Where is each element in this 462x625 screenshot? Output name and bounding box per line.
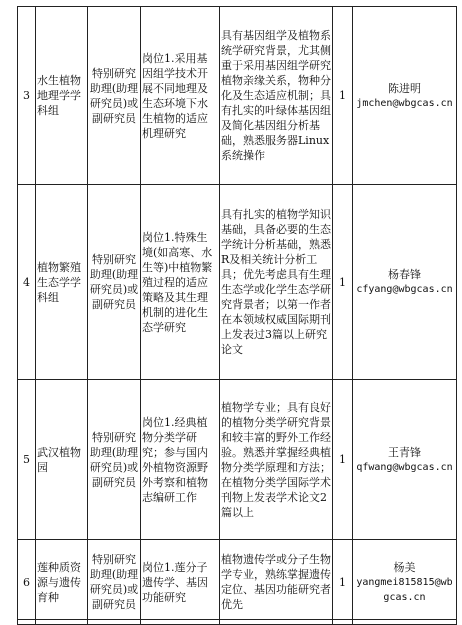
post-description: 岗位1.莲分子遗传学、基因功能研究 [141,540,220,625]
position-title: 特别研究助理(助理研究员)或副研究员 [88,7,141,185]
row-number: 3 [18,7,36,185]
contact [353,7,457,185]
table-row [18,540,457,625]
row-number: 6 [18,540,36,625]
contact-name: 杨春锋 [388,268,421,281]
headcount: 1 [333,540,353,625]
post-description: 岗位1.特殊生境(如高寒、水生等)中植物繁殖过程的适应策略及其生理机制的进化生态学研究 [141,185,220,380]
position-title: 特别研究助理(助理研究员)或副研究员 [88,185,141,380]
position-title: 特别研究助理(助理研究员)或副研究员 [88,540,141,625]
post-description: 岗位1.采用基因组学技术开展不同地理及生态环境下水生植物的适应机理研究 [141,7,220,185]
table-row [18,380,457,540]
requirements: 植物遗传学或分子生物学专业，熟练掌握遗传定位、基因功能研究者优先 [220,540,333,625]
table-row [18,7,457,185]
contact-email[interactable]: qfwang@wbgcas.cn [356,461,453,473]
row-number: 5 [18,380,36,540]
post-description: 岗位1.经典植物分类学研究；参与国内外植物资源野外考察和植物志编研工作 [141,380,220,540]
table-bottom-border [17,619,456,620]
requirements: 植物学专业；具有良好的植物分类学研究背景和较丰富的野外工作经验。熟悉并掌握经典植物分类学原理和方法；在植物分类学国际学术刊物上发表学术论文2篇以上 [220,380,333,540]
contact-email[interactable]: jmchen@wbgcas.cn [356,97,453,109]
unit-name: 水生植物地理学学科组 [36,7,88,185]
requirements: 具有基因组学及植物系统学研究背景，尤其侧重于采用基因组学研究植物亲缘关系，物种分化及生态适应机制；具有扎实的叶绿体基因组及简化基因组分析基础，熟悉服务器Linux系统操作 [220,7,333,185]
unit-name: 莲种质资源与遗传育种 [36,540,88,625]
table-row [18,185,457,380]
contact-name: 杨美 [393,560,416,574]
recruitment-table [17,6,457,625]
position-title: 特别研究助理(助理研究员)或副研究员 [88,380,141,540]
headcount: 1 [333,380,353,540]
contact [353,185,457,380]
contact-name: 陈进明 [388,81,421,95]
unit-name: 武汉植物园 [36,380,88,540]
contact-email[interactable]: yangmei815815@wbgcas.cn [356,576,453,603]
requirements: 具有扎实的植物学知识基础，具备必要的生态学统计分析基础，熟悉R及相关统计分析工具；优先考虑具有生理生态学或化学生态学研究背景者；以第一作者在本领域权威国际期刊上发表过3篇以上研究论文 [220,185,333,380]
headcount: 1 [333,185,353,380]
headcount: 1 [333,7,353,185]
contact [353,380,457,540]
row-number: 4 [18,185,36,380]
contact [353,540,457,625]
unit-name: 植物繁殖生态学学科组 [36,185,88,380]
contact-email[interactable]: cfyang@wbgcas.cn [356,284,453,295]
contact-name: 王青锋 [388,445,421,459]
